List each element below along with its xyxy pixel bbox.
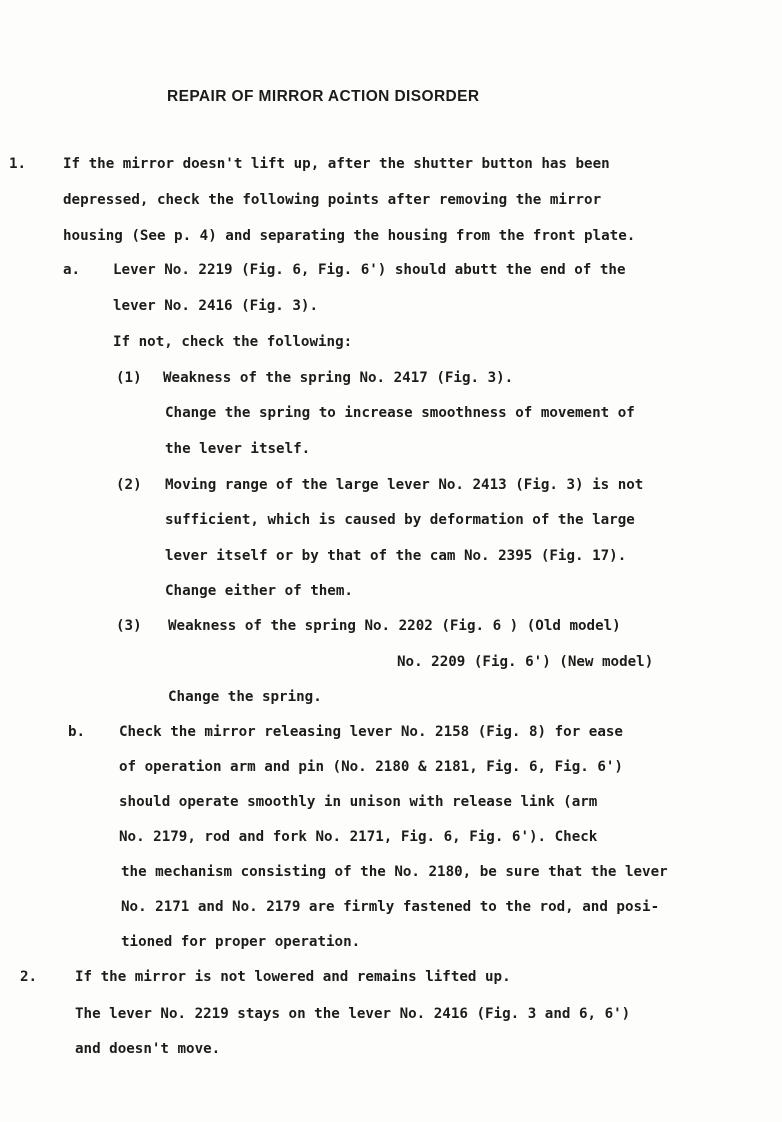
point-2-line: lever itself or by that of the cam No. 2395 (Fig. 17). [165,548,627,564]
point-2-label: (2) [116,477,142,493]
sub-b-line: should operate smoothly in unison with release link (arm [119,794,598,810]
sub-a-line: Lever No. 2219 (Fig. 6, Fig. 6') should abutt the end of the [113,262,626,278]
sub-b-line: Check the mirror releasing lever No. 2158 (Fig. 8) for ease [119,724,623,740]
sub-a-line: If not, check the following: [113,334,353,350]
point-1-line: the lever itself. [165,441,311,457]
sub-b-line: tioned for proper operation. [121,934,361,950]
sub-b-line: of operation arm and pin (No. 2180 & 2181, Fig. 6, Fig. 6') [119,759,623,775]
point-1-label: (1) [116,370,142,386]
point-2-line: Moving range of the large lever No. 2413 (Fig. 3) is not [165,477,644,493]
point-3-label: (3) [116,618,142,634]
item-2-number: 2. [20,969,38,985]
point-1-line: Weakness of the spring No. 2417 (Fig. 3). [163,370,514,386]
sub-b-label: b. [68,724,86,740]
point-3-line: Change the spring. [168,689,322,705]
item-2-line: and doesn't move. [75,1041,221,1057]
item-2-line: The lever No. 2219 stays on the lever No. 2416 (Fig. 3 and 6, 6') [75,1006,631,1022]
sub-b-line: the mechanism consisting of the No. 2180, be sure that the lever [121,864,668,880]
item-2-line: If the mirror is not lowered and remains lifted up. [75,969,511,985]
item-1-line: depressed, check the following points after removing the mirror [63,192,602,208]
point-1-line: Change the spring to increase smoothness of movement of [165,405,635,421]
point-2-line: Change either of them. [165,583,353,599]
sub-b-line: No. 2179, rod and fork No. 2171, Fig. 6, Fig. 6'). Check [119,829,598,845]
item-1-line: If the mirror doesn't lift up, after the shutter button has been [63,156,610,172]
point-3-line: No. 2209 (Fig. 6') (New model) [397,654,654,670]
item-1-line: housing (See p. 4) and separating the housing from the front plate. [63,228,636,244]
sub-a-label: a. [63,262,81,278]
point-3-line: Weakness of the spring No. 2202 (Fig. 6 ) (Old model) [168,618,621,634]
page-title: REPAIR OF MIRROR ACTION DISORDER [167,88,480,105]
sub-a-line: lever No. 2416 (Fig. 3). [113,298,318,314]
item-1-number: 1. [9,156,27,172]
point-2-line: sufficient, which is caused by deformation of the large [165,512,635,528]
sub-b-line: No. 2171 and No. 2179 are firmly fastened to the rod, and posi- [121,899,660,915]
